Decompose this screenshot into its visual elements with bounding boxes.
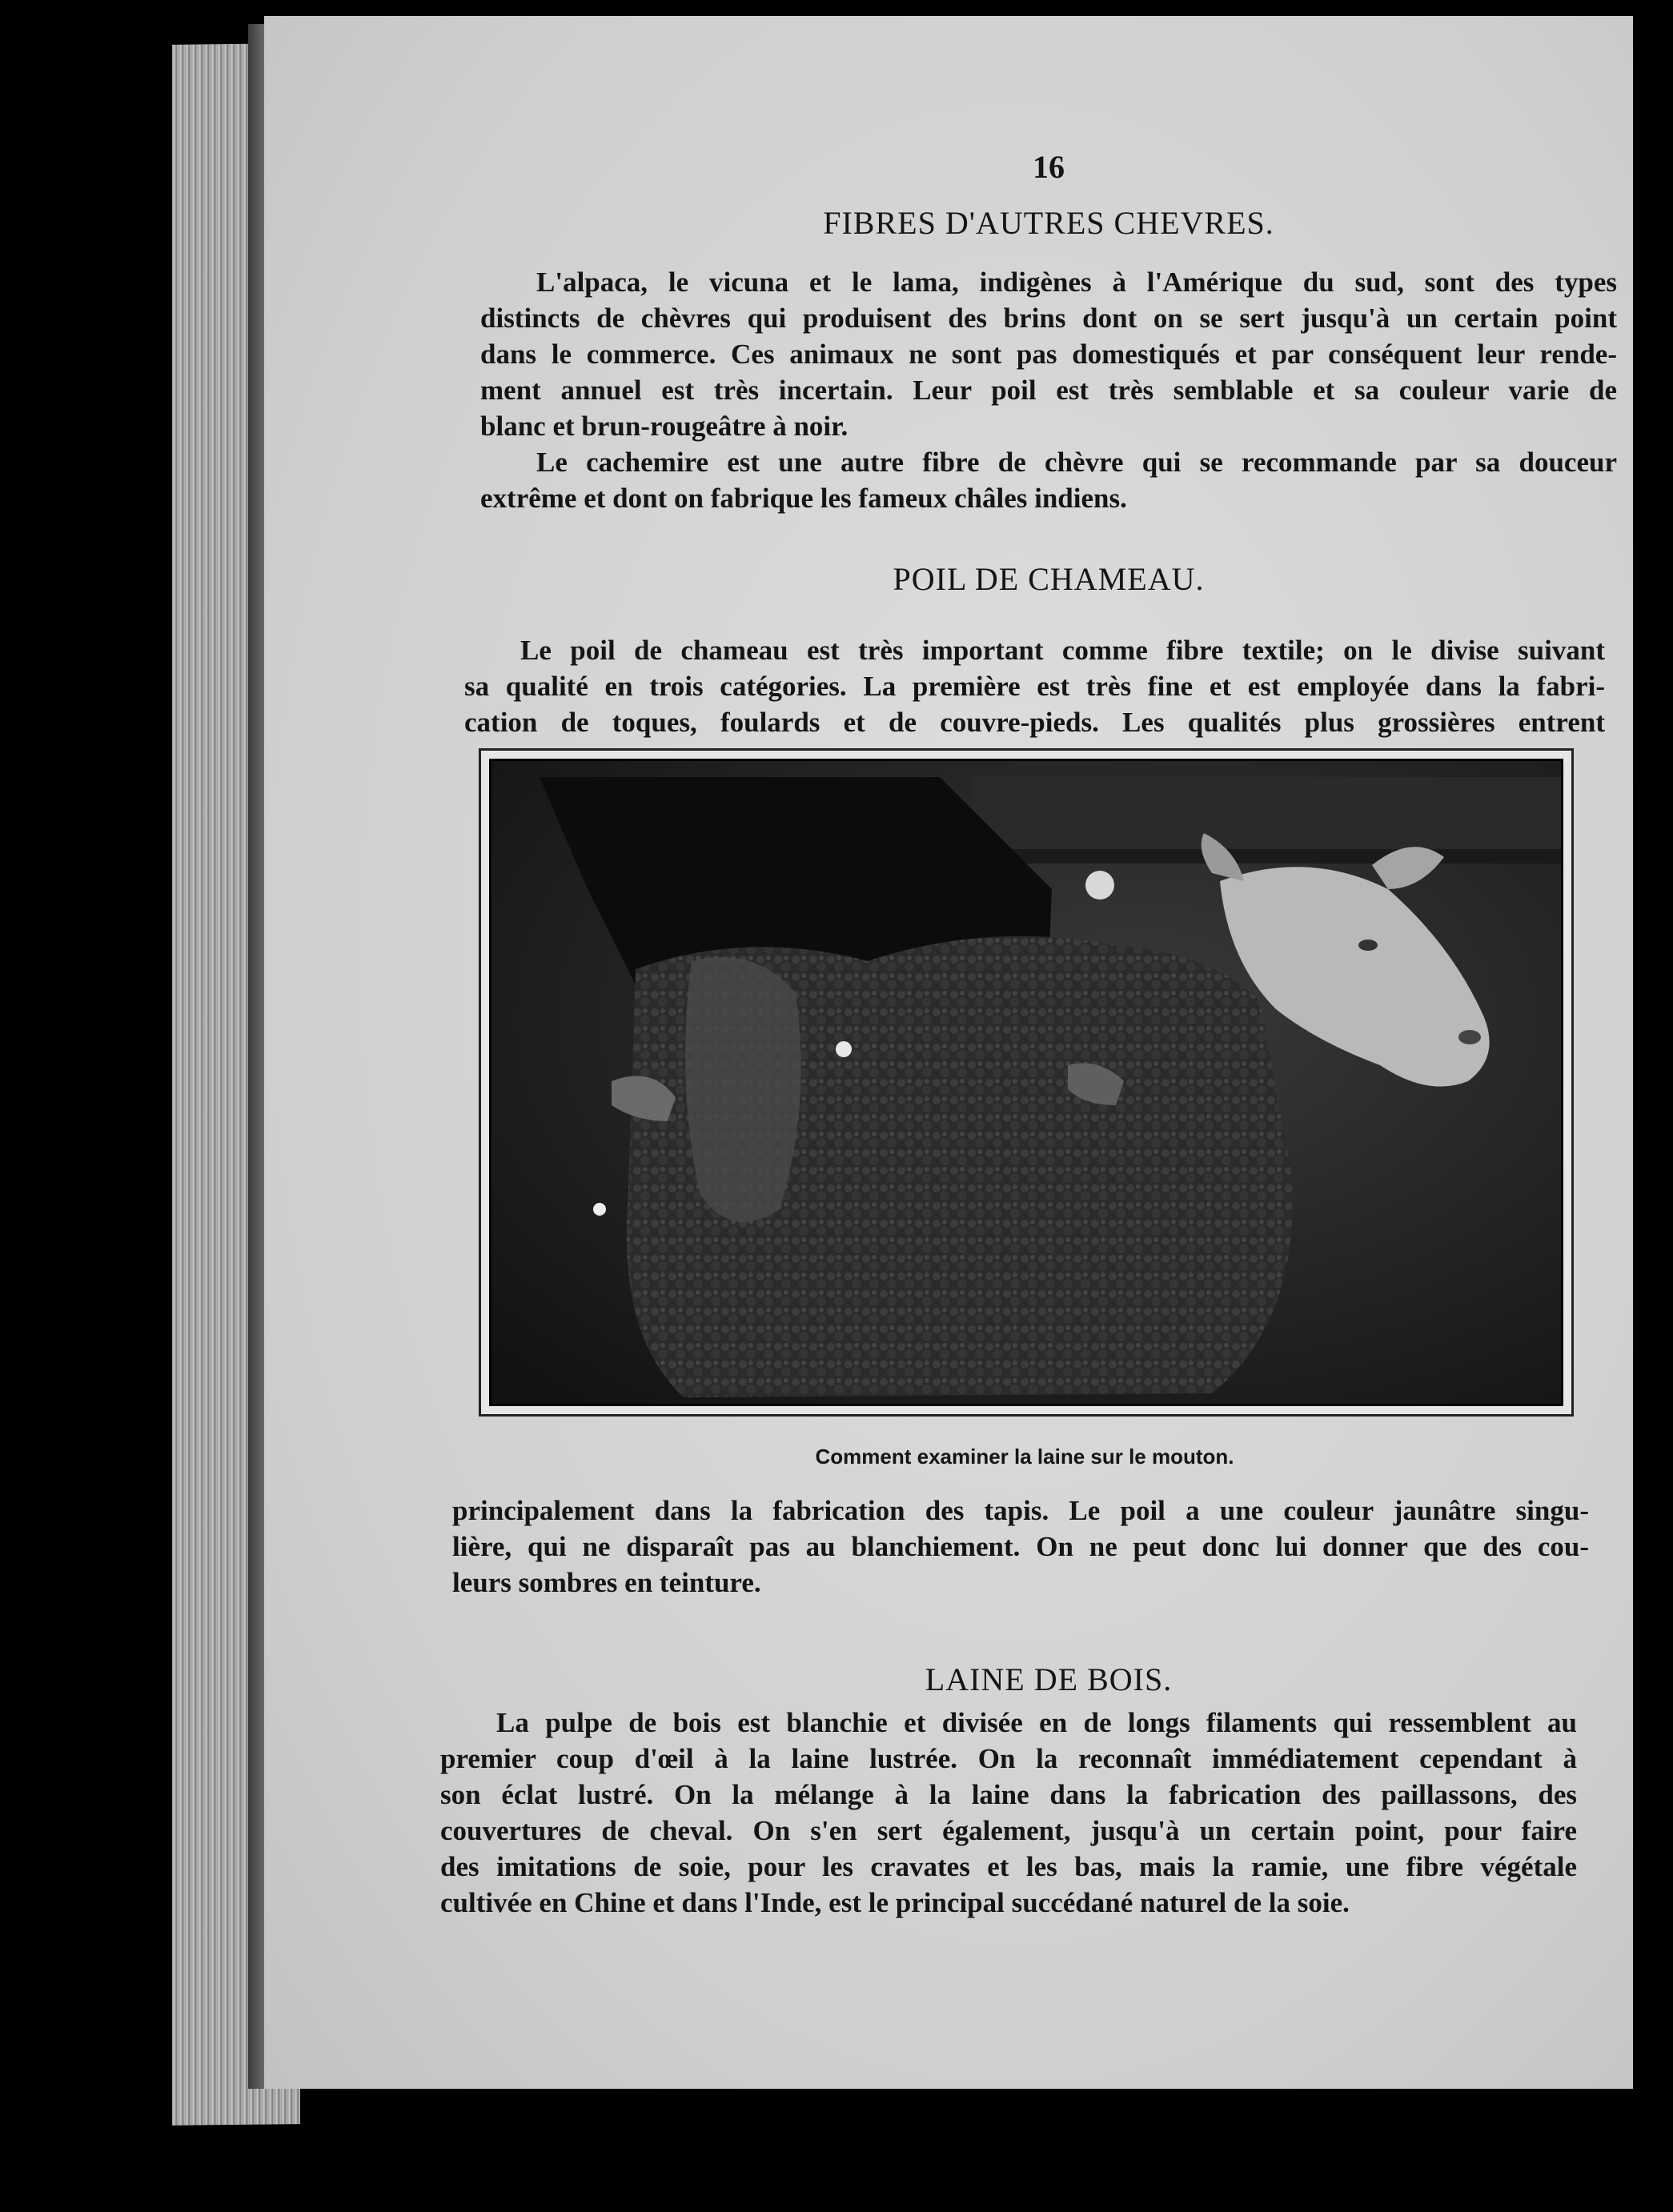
page-number: 16 xyxy=(1033,149,1065,185)
text-line: sa qualité en trois catégories. La première est très fine et est employée dans la fabri- xyxy=(464,671,1605,702)
figure-caption: Comment examiner la laine sur le mouton. xyxy=(815,1445,1234,1469)
figure-frame xyxy=(479,748,1574,1417)
paragraph-alpaca xyxy=(480,264,1617,444)
text-line: extrême et dont on fabrique les fameux châles indiens. xyxy=(480,483,1127,514)
text-line: son éclat lustré. On la mélange à la laine dans la fabrication des paillassons, des xyxy=(440,1779,1577,1810)
sheep-photo-drawing xyxy=(491,761,1561,1404)
text-line: La pulpe de bois est blanchie et divisée en de longs filaments qui ressemblent au xyxy=(496,1707,1577,1738)
text-line: ment annuel est très incertain. Leur poil est très semblable et sa couleur varie de xyxy=(480,375,1617,406)
text-line: leurs sombres en teinture. xyxy=(452,1567,761,1598)
text-line: couvertures de cheval. On s'en sert également, jusqu'à un certain point, pour faire xyxy=(440,1815,1577,1846)
section-heading-chameau: POIL DE CHAMEAU. xyxy=(893,561,1205,597)
text-line: des imitations de soie, pour les cravates et les bas, mais la ramie, une fibre végétale xyxy=(440,1851,1577,1882)
text-line: cultivée en Chine et dans l'Inde, est le principal succédané naturel de la soie. xyxy=(440,1887,1350,1918)
text-line: L'alpaca, le vicuna et le lama, indigènes à l'Amérique du sud, sont des types xyxy=(536,266,1617,298)
section-heading-fibres: FIBRES D'AUTRES CHEVRES. xyxy=(823,205,1274,241)
text-line: dans le commerce. Ces animaux ne sont pas domestiqués et par conséquent leur rende- xyxy=(480,339,1617,370)
paragraph-chameau-suite xyxy=(452,1493,1589,1601)
text-line: blanc et brun-rougeâtre à noir. xyxy=(480,411,849,442)
sheep-photograph xyxy=(489,759,1563,1406)
text-line: cation de toques, foulards et de couvre-pieds. Les qualités plus grossières entrent xyxy=(464,707,1605,738)
text-line: principalement dans la fabrication des tapis. Le poil a une couleur jaunâtre singu- xyxy=(452,1495,1589,1526)
text-line: lière, qui ne disparaît pas au blanchiement. On ne peut donc lui donner que des cou- xyxy=(452,1531,1589,1562)
text-line: Le cachemire est une autre fibre de chèvre qui se recommande par sa douceur xyxy=(536,447,1617,478)
section-heading-laine-de-bois: LAINE DE BOIS. xyxy=(925,1661,1173,1697)
paragraph-cachemire xyxy=(480,444,1617,516)
paragraph-laine-de-bois xyxy=(440,1705,1577,1921)
paragraph-chameau xyxy=(464,632,1605,740)
text-line: distincts de chèvres qui produisent des brins dont on se sert jusqu'à un certain point xyxy=(480,303,1617,334)
text-line: premier coup d'œil à la laine lustrée. On la reconnaît immédiatement cependant à xyxy=(440,1743,1577,1774)
text-line: Le poil de chameau est très important comme fibre textile; on le divise suivant xyxy=(520,635,1605,666)
